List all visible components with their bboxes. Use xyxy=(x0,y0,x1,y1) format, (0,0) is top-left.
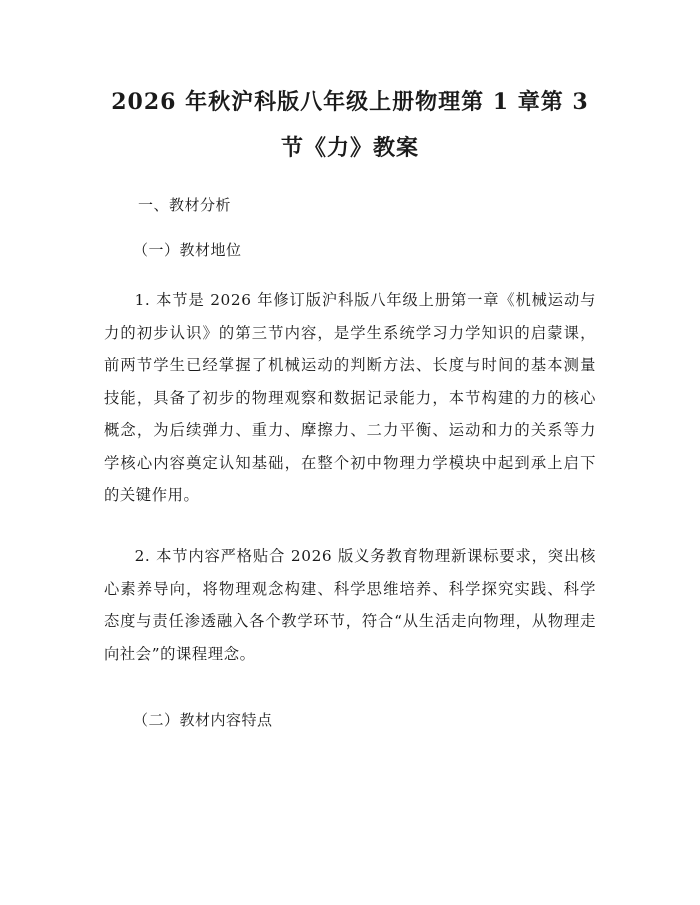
section-heading-textbook-analysis: 一、教材分析 xyxy=(138,196,232,214)
subsection-heading-content-features: （二）教材内容特点 xyxy=(133,711,273,729)
document-title-line-1: 2026 年秋沪科版八年级上册物理第 1 章第 3 xyxy=(111,89,589,115)
subsection-heading-textbook-position: （一）教材地位 xyxy=(133,241,242,259)
paragraph-2: 2. 本节内容严格贴合 2026 版义务教育物理新课标要求，突出核心素养导向，将物理观念构建、科学思维培养、科学探究实践、科学态度与责任渗透融入各个教学环节，符合“从生活走向物理，从物理走向社会”的课程理念。 xyxy=(104,547,596,663)
document-title-line-2: 节《力》教案 xyxy=(280,135,419,161)
paragraph-1: 1. 本节是 2026 年修订版沪科版八年级上册第一章《机械运动与力的初步认识》的第三节内容，是学生系统学习力学知识的启蒙课，前两节学生已经掌握了机械运动的判断方法、长度与时间的基本测量技能，具备了初步的物理观察和数据记录能力，本节构建的力的核心概念，为后续弹力、重力、摩擦力、二力平衡、运动和力的关系等力学核心内容奠定认知基础，在整个初中物理力学模块中起到承上启下的关键作用。 xyxy=(104,291,596,504)
